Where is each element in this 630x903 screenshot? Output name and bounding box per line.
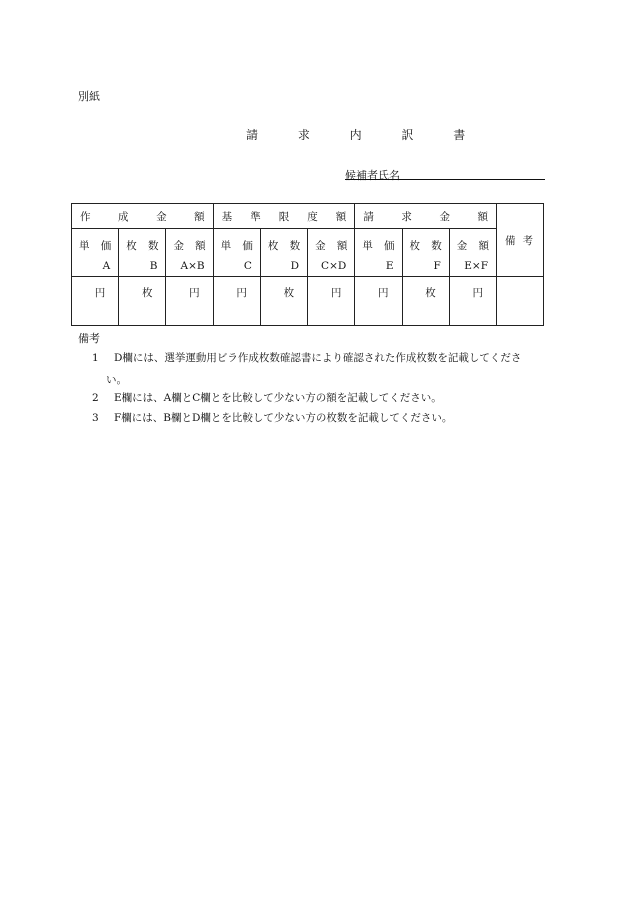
note-number: 3 <box>92 412 99 424</box>
entry-cell-axb[interactable] <box>166 277 213 326</box>
group-header-creation-amount <box>72 204 214 229</box>
group-char: 額 <box>194 210 205 223</box>
sub-char: 価 <box>242 240 253 252</box>
document-title: 請 求 内 訳 書 <box>246 128 484 142</box>
group-header-claim-amount <box>355 204 497 229</box>
attachment-label: 別紙 <box>78 90 100 103</box>
subheader-quantity-f <box>402 229 449 277</box>
sub-code: D <box>290 260 300 272</box>
candidate-name-label: 候補者氏名 <box>345 169 400 182</box>
unit-label: 枚 <box>141 287 153 299</box>
note-text: D欄には、選挙運動用ビラ作成枚数確認書により確認された作成枚数を記載してくださ <box>114 352 522 364</box>
sub-char: 数 <box>147 240 159 252</box>
group-char: 額 <box>477 210 488 223</box>
table-subheader-row <box>72 229 544 277</box>
entry-cell-e[interactable] <box>355 277 402 326</box>
sub-char: 単 <box>362 240 373 252</box>
note-text: F欄には、B欄とD欄とを比較して少ない方の枚数を記載してください。 <box>114 412 453 424</box>
group-char: 請 <box>363 210 374 223</box>
table-entry-row <box>72 277 544 326</box>
table-group-header-row <box>72 204 544 229</box>
subheader-amount-axb <box>166 229 213 277</box>
candidate-name-line <box>345 179 545 180</box>
sub-char: 額 <box>336 240 348 252</box>
entry-cell-remarks[interactable] <box>497 277 544 326</box>
sub-char: 価 <box>100 240 112 252</box>
remarks-header <box>497 204 544 277</box>
note-number: 2 <box>92 392 99 404</box>
group-char: 額 <box>335 210 347 223</box>
entry-cell-f[interactable] <box>402 277 449 326</box>
sub-char: 枚 <box>126 240 137 252</box>
note-number: 1 <box>92 352 99 364</box>
subheader-unit-price-e <box>355 229 402 277</box>
unit-label: 円 <box>189 287 200 299</box>
subheader-quantity-b <box>119 229 166 277</box>
subheader-unit-price-a <box>72 229 119 277</box>
subheader-unit-price-c <box>213 229 260 277</box>
sub-char: 額 <box>195 240 206 252</box>
group-char: 限 <box>278 210 290 223</box>
group-char: 基 <box>221 210 233 223</box>
sub-code: C×D <box>321 260 347 272</box>
note-1-continuation: い。 <box>106 374 127 386</box>
note-2 <box>92 390 442 405</box>
unit-label: 円 <box>94 287 106 299</box>
subheader-amount-cxd <box>308 229 355 277</box>
unit-label: 枚 <box>425 287 436 299</box>
note-text: E欄には、A欄とC欄とを比較して少ない方の額を記載してください。 <box>114 392 442 404</box>
sub-char: 単 <box>220 240 232 252</box>
remarks-char: 考 <box>522 234 533 247</box>
sub-code: B <box>149 260 158 272</box>
sub-char: 数 <box>289 240 301 252</box>
entry-cell-d[interactable] <box>260 277 307 326</box>
unit-label: 円 <box>236 287 247 299</box>
unit-label: 円 <box>378 287 389 299</box>
billing-breakdown-table <box>71 203 544 326</box>
sub-char: 額 <box>478 240 489 252</box>
subheader-quantity-d <box>260 229 307 277</box>
entry-cell-c[interactable] <box>213 277 260 326</box>
sub-char: 価 <box>384 240 395 252</box>
group-char: 準 <box>250 210 261 223</box>
sub-char: 金 <box>315 240 326 252</box>
sub-code: A <box>102 260 111 272</box>
sub-code: C <box>243 260 252 272</box>
notes-heading: 備考 <box>78 332 100 345</box>
sub-char: 単 <box>79 240 90 252</box>
group-char: 金 <box>156 210 167 223</box>
group-char: 作 <box>80 210 91 223</box>
unit-label: 円 <box>330 287 342 299</box>
group-char: 度 <box>307 210 318 223</box>
remarks-char: 備 <box>505 234 516 247</box>
sub-char: 枚 <box>409 240 421 252</box>
sub-code: F <box>433 260 441 272</box>
sub-code: E×F <box>464 260 488 272</box>
sub-char: 金 <box>173 240 184 252</box>
unit-label: 円 <box>472 287 483 299</box>
sub-code: A×B <box>180 260 205 272</box>
entry-cell-a[interactable] <box>72 277 119 326</box>
subheader-amount-exf <box>449 229 496 277</box>
sub-char: 金 <box>456 240 468 252</box>
sub-char: 数 <box>431 240 442 252</box>
group-char: 金 <box>439 210 450 223</box>
group-header-standard-limit <box>213 204 355 229</box>
note-3 <box>92 410 452 425</box>
entry-cell-b[interactable] <box>119 277 166 326</box>
sub-char: 枚 <box>267 240 279 252</box>
entry-cell-cxd[interactable] <box>308 277 355 326</box>
entry-cell-exf[interactable] <box>449 277 496 326</box>
unit-label: 枚 <box>283 287 295 299</box>
sub-code: E <box>385 260 394 272</box>
note-1 <box>92 350 521 365</box>
group-char: 成 <box>118 210 129 223</box>
group-char: 求 <box>401 210 412 223</box>
